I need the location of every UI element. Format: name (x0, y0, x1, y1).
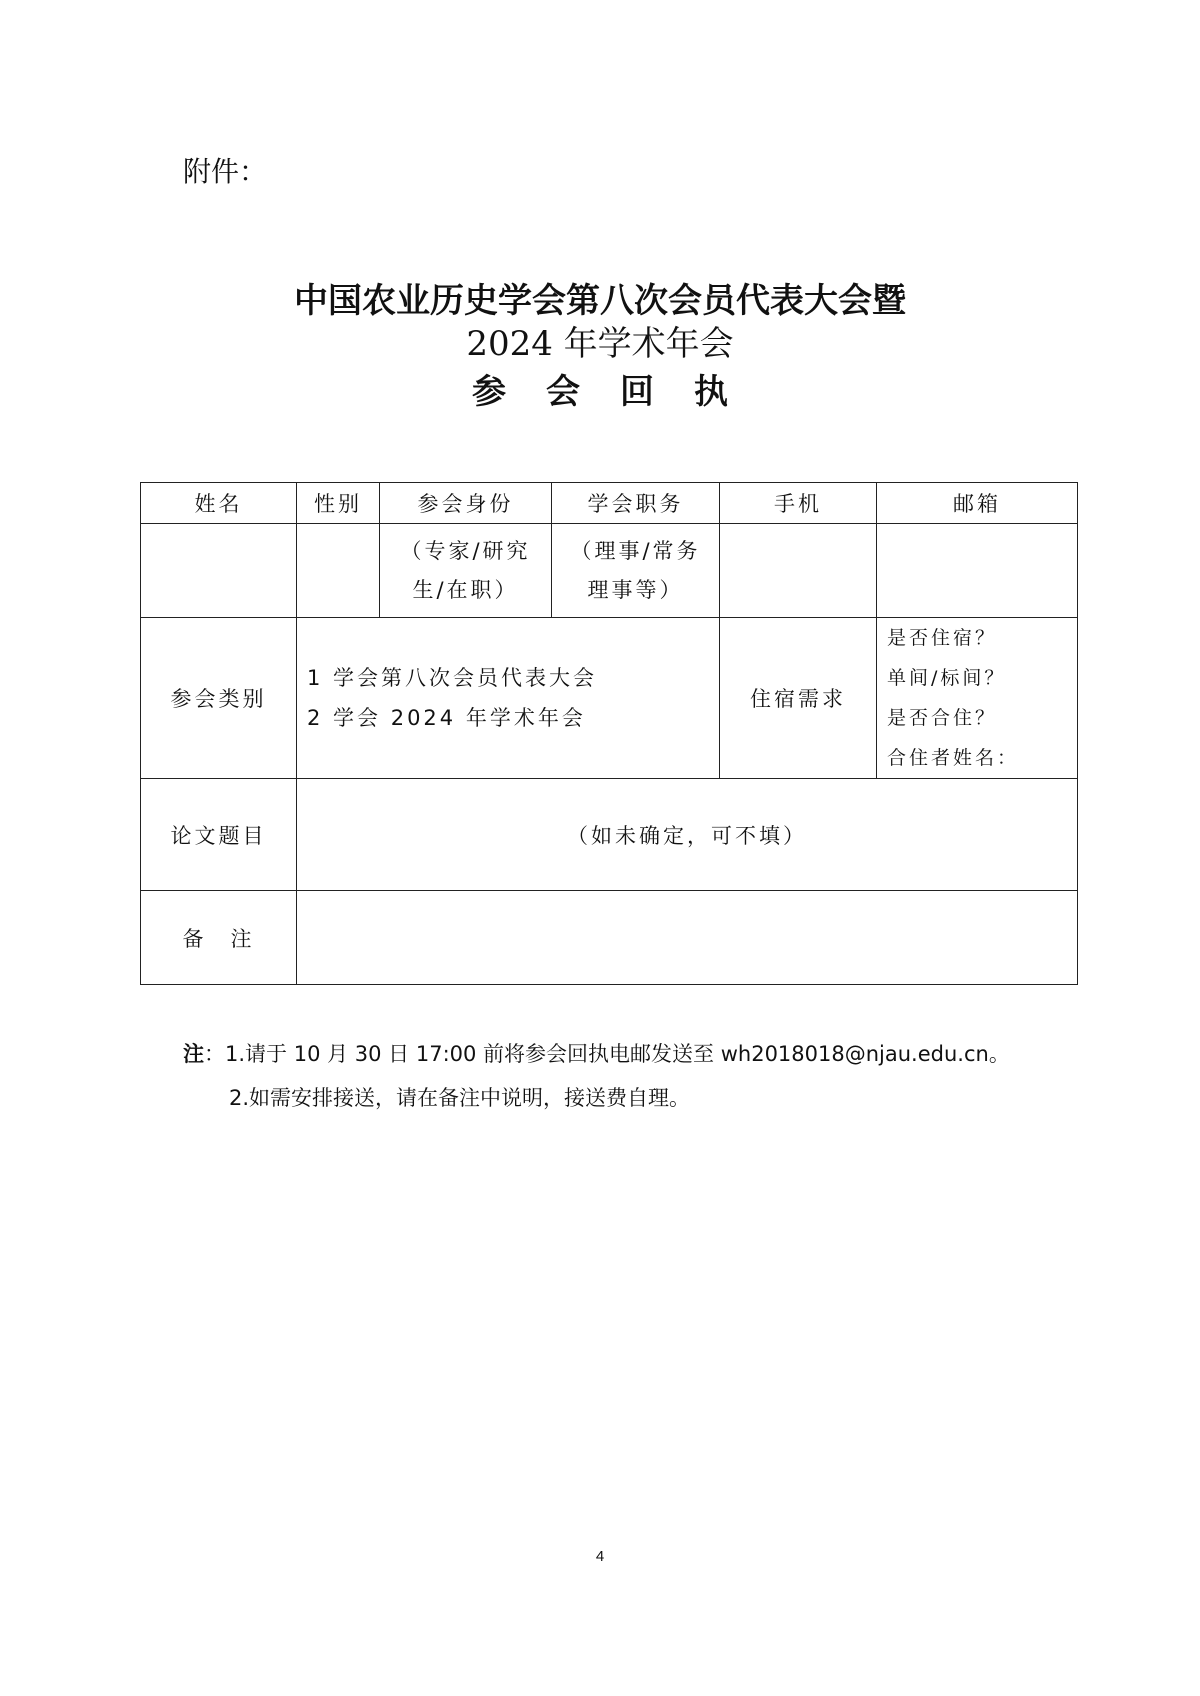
accommodation-label: 住宿需求 (720, 618, 877, 779)
title-block (0, 280, 1200, 418)
note-line-1-text: ：1.请于 10 月 30 日 17:00 前将参会回执电邮发送至 wh2018018@njau.edu.cn。 (204, 1042, 1010, 1066)
registration-form-table (140, 482, 1078, 985)
roommate-name-question: 合住者姓名： (887, 747, 1020, 769)
note-head: 注 (183, 1042, 204, 1066)
header-identity: 参会身份 (380, 483, 552, 524)
category-row (141, 618, 1078, 779)
position-field[interactable] (552, 524, 720, 618)
remarks-row (141, 891, 1078, 985)
identity-hint-line-2: 生/在职） (412, 577, 519, 602)
share-room-question: 是否合住？ (887, 707, 998, 729)
header-email: 邮箱 (877, 483, 1078, 524)
gender-field[interactable] (297, 524, 380, 618)
position-hint-line-2: 理事等） (587, 577, 684, 602)
category-option-1[interactable]: 1 学会第八次会员代表大会 (307, 666, 598, 690)
notes (183, 1032, 1010, 1120)
accommodation-field[interactable] (877, 618, 1078, 779)
paper-label: 论文题目 (141, 779, 297, 891)
header-row (141, 483, 1078, 524)
identity-field[interactable] (380, 524, 552, 618)
room-type-question: 单间/标间？ (887, 667, 1007, 689)
attachment-label: 附件： (183, 155, 268, 188)
paper-row (141, 779, 1078, 891)
name-field[interactable] (141, 524, 297, 618)
paper-field[interactable]: （如未确定，可不填） (297, 779, 1078, 891)
mobile-field[interactable] (720, 524, 877, 618)
page-number: 4 (595, 1548, 605, 1565)
note-line-1 (183, 1032, 1010, 1076)
title-line-3: 参会回执 (472, 372, 768, 412)
email-field[interactable] (877, 524, 1078, 618)
position-hint-line-1: （理事/常务 (570, 538, 701, 563)
header-gender: 性别 (297, 483, 380, 524)
remarks-label: 备 注 (141, 891, 297, 985)
stay-question: 是否住宿？ (887, 627, 998, 649)
note-line-2: 2.如需安排接送，请在备注中说明，接送费自理。 (229, 1086, 691, 1110)
header-name: 姓名 (141, 483, 297, 524)
category-label: 参会类别 (141, 618, 297, 779)
identity-hint-line-1: （专家/研究 (400, 538, 531, 563)
entry-row (141, 524, 1078, 618)
header-mobile: 手机 (720, 483, 877, 524)
title-line-2: 2024 年学术年会 (466, 324, 734, 364)
category-options[interactable] (297, 618, 720, 779)
remarks-field[interactable] (297, 891, 1078, 985)
category-option-2[interactable]: 2 学会 2024 年学术年会 (307, 706, 586, 730)
header-position: 学会职务 (552, 483, 720, 524)
title-line-1: 中国农业历史学会第八次会员代表大会暨 (294, 281, 906, 321)
